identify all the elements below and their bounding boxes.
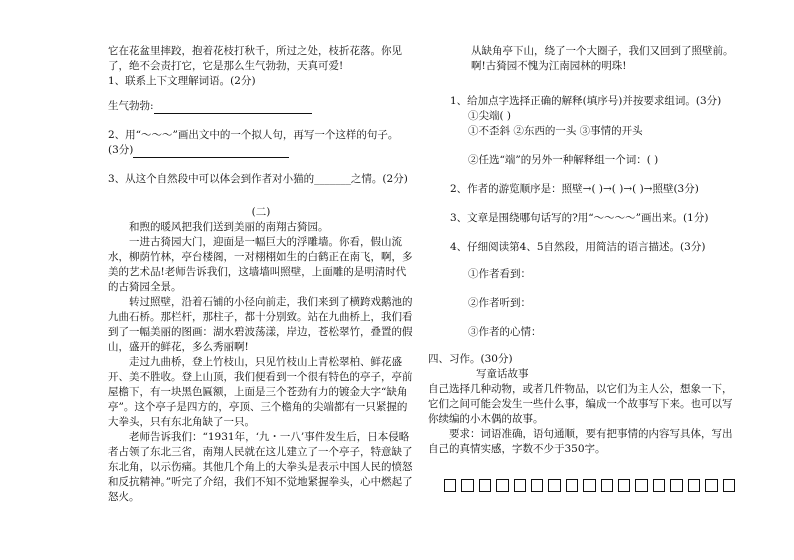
question-r4: 4、仔细阅读第4、5自然段，用简洁的语言描述。(3分) [450, 241, 706, 253]
writing-cell[interactable] [618, 479, 630, 492]
writing-cell[interactable] [566, 479, 578, 492]
writing-cell[interactable] [688, 479, 700, 492]
question-2-row [108, 143, 414, 158]
word-answer-row [108, 99, 414, 114]
paragraph-1: 和煦的暖风把我们送到美丽的南翔古猗园。 [129, 221, 329, 233]
intro-line-2: 了，绝不会责打它，它是那么生气勃勃，天真可爱! [108, 60, 344, 72]
writing-cell[interactable] [583, 479, 595, 492]
writing-cell[interactable] [514, 479, 526, 492]
question-3: 3、从这个自然段中可以体会到作者对小猫的_______之情。(2分) [108, 173, 408, 185]
word-label: 生气勃勃: [108, 100, 154, 112]
paragraph-3: 转过照壁，沿着石铺的小径向前走，我们来到了横跨戏鹅池的九曲石桥。那栏杆，那柱子，都十分别致。站在九曲桥上，我们看到了一幅美丽的图画：湖水碧波荡漾，岸边，苍松翠竹，叠置的假山，盛开的鲜花，多么秀丽啊! [108, 296, 413, 353]
writing-cell[interactable] [670, 479, 682, 492]
paragraph-4: 走过九曲桥，登上竹枝山，只见竹枝山上青松翠柏、鲜花盛开、美不胜收。登上山顶，我们便看到一个很有特色的亭子，亭前屋檐下，有一块黑色匾额，上面是三个苍劲有力的镀金大字“缺角亭”。这个亭子是四方的，亭顶、三个檐角的尖端都有一只紧握的大拳头，只有东北角缺了一只。 [108, 356, 413, 428]
writing-cell[interactable] [461, 479, 473, 492]
composition-instructions: 自己选择几种动物，或者几件物品，以它们为主人公，想象一下，它们之间可能会发生一些什么事，编成一个故事写下来。也可以写你续编的小木偶的故事。 [428, 383, 733, 425]
writing-cell[interactable] [479, 479, 491, 492]
section-title: (二) [251, 206, 271, 218]
question-2-points: (3分) [108, 144, 134, 156]
writing-cell[interactable] [444, 479, 456, 492]
paragraph-2: 一进古猗园大门，迎面是一幅巨大的浮雕墙。你看，假山流水，柳荫竹林，亭台楼阁，一对栩栩如生的白鹤正在南飞，啊，多美的艺术品!老师告诉我们，这墙墙叫照壁，上面雕的是明清时代的古猗园全景。 [108, 236, 413, 293]
paragraph-6: 从缺角亭下山，绕了一个大圈子，我们又回到了照壁前。 [471, 45, 734, 57]
question-r2: 2、作者的游览顺序是：照壁→( )→( )→( )→照壁(3分) [450, 183, 699, 195]
question-r1-options: ①不歪斜 ②东西的一头 ③事情的开头 [468, 125, 643, 137]
writing-cell[interactable] [723, 479, 735, 492]
writing-cell[interactable] [496, 479, 508, 492]
writing-grid [444, 479, 740, 492]
question-r3: 3、文章是围绕哪句话写的?用“～～～～”画出来。(1分) [450, 212, 709, 224]
left-column [108, 44, 414, 505]
intro-line-1: 它在花盆里摔跤，抱着花枝打秋千，所过之处，枝折花落。你见 [108, 45, 402, 57]
writing-cell[interactable] [531, 479, 543, 492]
section-four-title: 四、习作。(30分) [428, 353, 513, 365]
question-2: 2、用“～～～”画出文中的一个拟人句，再写一个这样的句子。 [108, 129, 399, 141]
composition-requirements: 要求：词语准确，语句通顺，要有把事情的内容写具体，写出自己的真情实感，字数不少于350字。 [428, 428, 733, 455]
question-r1: 1、给加点字选择正确的解释(填序号)并按要求组词。(3分) [450, 95, 722, 107]
writing-cell[interactable] [601, 479, 613, 492]
writing-cell[interactable] [548, 479, 560, 492]
right-column [428, 44, 740, 492]
question-r4-c: ③作者的心情： [468, 326, 542, 338]
question-r1-a: ①尖端( ) [468, 110, 512, 122]
question-r4-a: ①作者看到： [468, 268, 531, 280]
question-r4-b: ②作者听到： [468, 297, 531, 309]
question-1: 1、联系上下文理解词语。(2分) [108, 75, 256, 87]
question-r1-c: ②任选“端”的另外一种解释组一个词：( ) [468, 154, 659, 166]
sentence-blank[interactable] [133, 145, 289, 158]
answer-blank[interactable] [154, 101, 312, 114]
paragraph-7: 啊!古猗园不愧为江南园林的明珠! [471, 60, 627, 72]
writing-cell[interactable] [705, 479, 717, 492]
writing-cell[interactable] [635, 479, 647, 492]
paragraph-5: 老师告诉我们：“1931年，‘九・一八’事件发生后，日本侵略者占领了东北三省，南翔人民就在这儿建立了一个亭子，特意缺了东北角，以示伤痛。其他几个角上的大拳头是表示中国人民的愤怒和反抗精神。”听完了介绍，我们不知不觉地紧握拳头，心中燃起了怒火。 [108, 431, 413, 503]
composition-title: 写童话故事 [476, 368, 529, 380]
writing-cell[interactable] [653, 479, 665, 492]
